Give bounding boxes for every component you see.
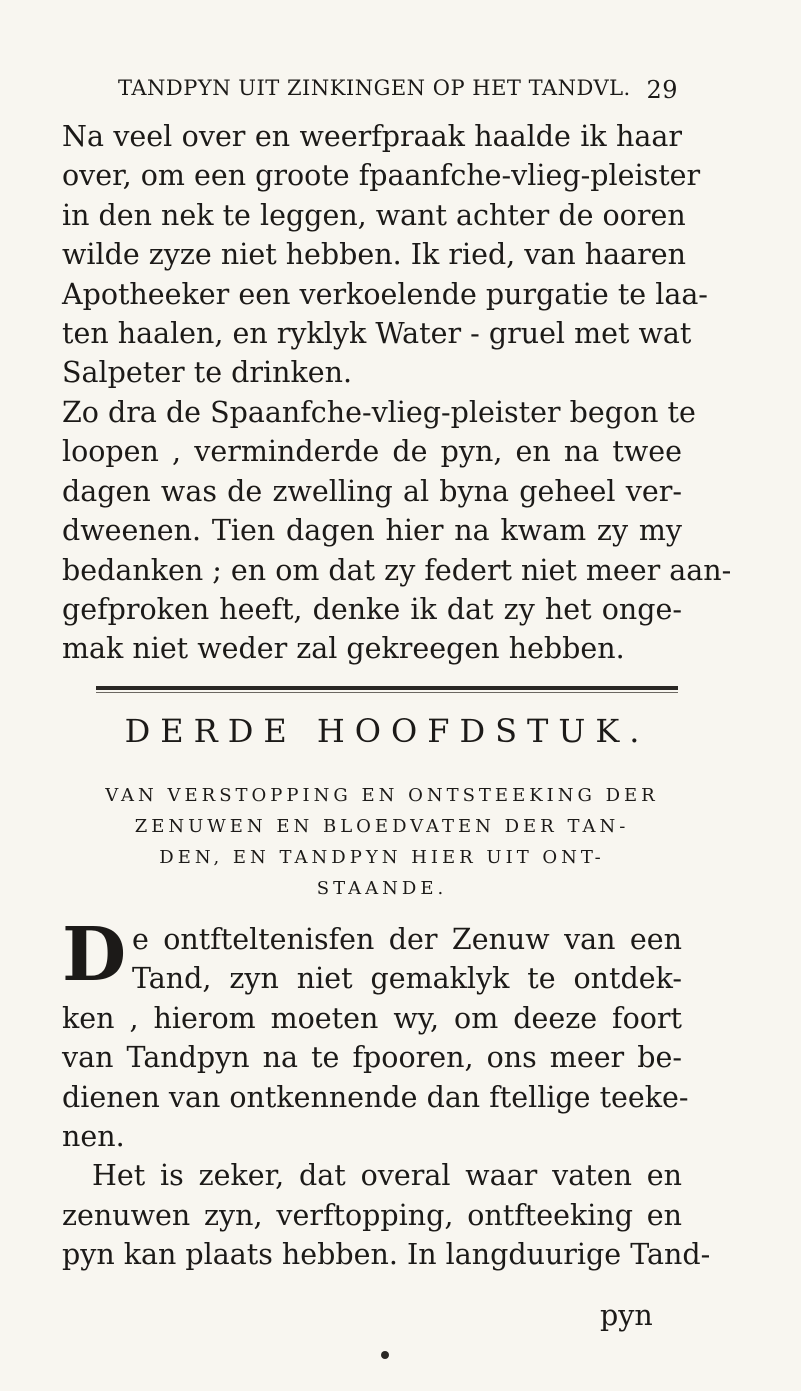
text-line: zenuwen zyn, verftopping, ontfteeking en [62, 1198, 682, 1232]
subtitle-line: STAANDE. [316, 878, 448, 899]
text-line: e ontfteltenisfen der Zenuw van een [132, 923, 682, 956]
text-line: Salpeter te drinken. [62, 356, 353, 390]
text-line: pyn kan plaats hebben. In langduurige Tand- [62, 1238, 711, 1272]
text-line: bedanken ; en om dat zy federt niet meer aan- [62, 553, 732, 587]
chapter-subtitle [82, 780, 682, 904]
text-line: ten haalen, en ryklyk Water - gruel met wat [62, 316, 692, 350]
text-line: nen. [62, 1119, 125, 1153]
dropcap-lines [62, 912, 682, 999]
text-line: loopen , verminderde de pyn, en na twee [62, 435, 682, 469]
catchword: pyn [600, 1299, 653, 1332]
text-line: Tand, zyn niet gemaklyk te ontdek- [132, 962, 682, 996]
section-divider-rule [96, 686, 678, 690]
subtitle-line: DEN, EN TANDPYN HIER UIT ONT- [159, 847, 605, 868]
text-line: Apotheeker een verkoelende purgatie te laa- [62, 277, 708, 311]
text-line: Het is zeker, dat overal waar vaten en [92, 1159, 682, 1193]
text-line: dweenen. Tien dagen hier na kwam zy my [62, 514, 682, 548]
text-line: Zo dra de Spaanfche-vlieg-pleister begon te [62, 396, 696, 429]
text-line: van Tandpyn na te fpooren, ons meer be- [62, 1041, 682, 1075]
text-line: ken , hierom moeten wy, om deeze foort [62, 1001, 682, 1035]
text-line: in den nek te leggen, want achter de ooren [62, 198, 686, 232]
subtitle-line: VAN VERSTOPPING EN ONTSTEEKING DER [105, 785, 659, 806]
running-head-title: TANDPYN UIT ZINKINGEN OP HET TANDVL. [118, 76, 631, 100]
paragraph-2 [62, 393, 732, 669]
text-line: over, om een groote fpaanfche-vlieg-pleister [62, 159, 701, 193]
drop-capital: D [62, 912, 127, 998]
chapter-title: DERDE HOOFDSTUK. [124, 712, 650, 750]
text-line: dagen was de zwelling al byna geheel ver- [62, 474, 682, 508]
text-line: Na veel over en weerfpraak haalde ik haar [62, 120, 682, 153]
text-line: wilde zyze niet hebben. Ik ried, van haaren [62, 238, 686, 272]
running-head [118, 76, 678, 104]
paragraph-3 [62, 912, 711, 1275]
text-line: gefproken heeft, denke ik dat zy het onge- [62, 592, 682, 626]
page-number: 29 [646, 76, 678, 104]
ink-dot [381, 1351, 389, 1359]
text-line: mak niet weder zal gekreegen hebben. [62, 632, 625, 666]
paragraph-1 [62, 117, 708, 393]
subtitle-line: ZENUWEN EN BLOEDVATEN DER TAN- [134, 816, 630, 837]
text-line: dienen van ontkennende dan ftellige teeke- [62, 1080, 689, 1114]
